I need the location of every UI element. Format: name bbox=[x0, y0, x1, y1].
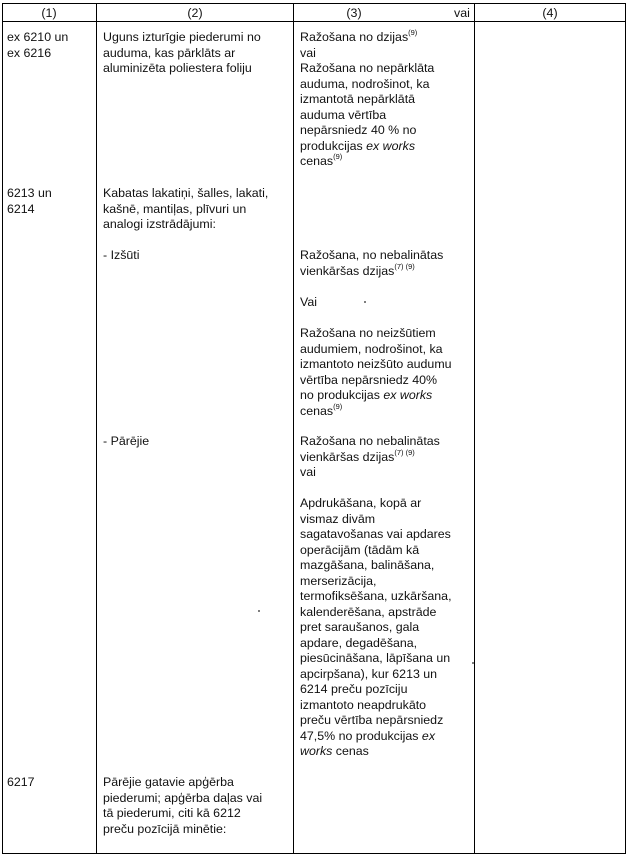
subitem-label: - Pārējie bbox=[103, 434, 150, 448]
description-line: Uguns izturīgie piederumi no bbox=[103, 30, 261, 44]
or-label: vai bbox=[300, 465, 316, 479]
rule-line: izmantoto neapdrukāto bbox=[300, 697, 427, 712]
description-cell bbox=[103, 30, 291, 77]
rule-cell bbox=[300, 326, 472, 419]
rule-line: nepārsniedz 40 % no bbox=[300, 123, 417, 137]
description-cell bbox=[103, 775, 291, 837]
rule-line: Ražošana no dzijas$^{(9)}$ bbox=[300, 28, 418, 44]
rule-line: auduma vērtība bbox=[300, 107, 387, 122]
rule-line: auduma, nodrošinot, ka bbox=[300, 76, 430, 91]
rule-line: Ražošana no nebalinātas bbox=[300, 434, 440, 448]
hs-code-cell bbox=[7, 186, 95, 217]
hs-code-cell bbox=[7, 30, 95, 61]
rule-line: vienkāršas dzijas$^{(7) (9)}$ bbox=[300, 447, 415, 464]
footnote-ref: (9) bbox=[333, 152, 343, 161]
col-border-left bbox=[2, 3, 3, 853]
description-line: piederumi; apģērba daļas vai bbox=[103, 790, 263, 805]
rule-line: works cenas bbox=[300, 744, 369, 758]
footnote-ref: (9) bbox=[333, 401, 343, 411]
rule-line: mazgāšana, balināšana, bbox=[300, 558, 435, 572]
footnote-ref: (7) (9) bbox=[394, 261, 415, 271]
rule-line: 47,5% no produkcijas ex bbox=[300, 728, 436, 743]
rule-line: izmantoto neizšūto audumu bbox=[300, 357, 452, 371]
rule-cell bbox=[300, 30, 472, 170]
rule-line: cenas$^{(9)}$ bbox=[300, 152, 343, 168]
col-border-2 bbox=[293, 3, 294, 853]
rule-line: pret saraušanos, gala bbox=[300, 620, 420, 634]
footnote-ref: (9) bbox=[408, 28, 418, 37]
rule-line: Apdrukāšana, kopā ar bbox=[300, 496, 422, 510]
col-border-3 bbox=[474, 3, 475, 853]
rule-line: operācijām (tādām kā bbox=[300, 542, 420, 557]
header-col-2: (2) bbox=[187, 6, 203, 20]
rule-line: Ražošana no nepārklāta bbox=[300, 61, 435, 75]
col-border-right bbox=[625, 3, 626, 853]
rule-line: Ražošana no neizšūtiem bbox=[300, 326, 436, 340]
description-line: Kabatas lakatiņi, šalles, lakati, bbox=[103, 186, 269, 200]
hs-code-line: 6214 bbox=[7, 201, 35, 216]
rule-line: vismaz divām bbox=[300, 511, 376, 526]
header-col-1: (1) bbox=[41, 6, 57, 20]
rule-line: cenas$^{(9)}$ bbox=[300, 401, 343, 418]
or-label: Vai bbox=[300, 295, 317, 309]
rule-line: 6214 preču pozīciju bbox=[300, 682, 408, 696]
description-line: analogi izstrādājumi: bbox=[103, 217, 216, 231]
description-line: auduma, kas pārklāts ar bbox=[103, 45, 236, 60]
description-line: tā piederumi, citi kā 6212 bbox=[103, 806, 241, 820]
rule-line: sagatavošanas vai apdares bbox=[300, 527, 451, 541]
footnote-ref: (7) (9) bbox=[394, 447, 415, 457]
description-cell bbox=[103, 186, 291, 233]
rule-line: kalenderēšana, apstrāde bbox=[300, 604, 437, 619]
rule-line: produkcijas ex works bbox=[300, 138, 416, 153]
col-border-1 bbox=[96, 3, 97, 853]
hs-code-line: 6213 un bbox=[7, 186, 52, 200]
description-line: Pārējie gatavie apģērba bbox=[103, 775, 234, 789]
hs-code-line: ex 6216 bbox=[7, 45, 52, 60]
rule-cell bbox=[300, 248, 472, 279]
header-col-3: (3) bbox=[346, 6, 362, 20]
rule-line: apdare, degadēšana, bbox=[300, 635, 418, 650]
rule-line: vērtība nepārsniedz 40% bbox=[300, 372, 438, 387]
rule-line: vienkāršas dzijas$^{(7) (9)}$ bbox=[300, 261, 415, 278]
scan-speck bbox=[258, 610, 260, 612]
description-line: aluminizēta poliestera foliju bbox=[103, 61, 252, 75]
rule-cell bbox=[300, 496, 472, 760]
hs-code-line: 6217 bbox=[7, 775, 35, 789]
rule-line: Ražošana, no nebalinātas bbox=[300, 248, 444, 262]
rule-line: merserizācija, bbox=[300, 573, 377, 588]
rule-line: audumiem, nodrošinot, ka bbox=[300, 341, 443, 356]
rule-line: termofiksēšana, uzkāršana, bbox=[300, 589, 452, 603]
rule-line: piesūcināšana, lāpīšana un bbox=[300, 651, 451, 665]
scan-speck bbox=[364, 301, 366, 303]
header-col-4: (4) bbox=[542, 6, 558, 20]
hs-code-cell bbox=[7, 775, 95, 791]
rule-line: preču vērtība nepārsniedz bbox=[300, 713, 444, 727]
scan-speck bbox=[472, 662, 474, 664]
header-vai: vai bbox=[454, 6, 470, 20]
rule-line: izmantotā nepārklātā bbox=[300, 92, 416, 106]
header-top-border bbox=[2, 3, 626, 4]
rule-cell bbox=[300, 434, 472, 481]
rule-line: apcirpšana), kur 6213 un bbox=[300, 666, 438, 681]
description-line: preču pozīcijā minētie: bbox=[103, 821, 227, 836]
hs-code-line: ex 6210 un bbox=[7, 30, 69, 44]
or-label: vai bbox=[300, 45, 316, 60]
rule-line: no produkcijas ex works bbox=[300, 388, 433, 402]
description-line: kašnē, mantiļas, plīvuri un bbox=[103, 201, 247, 216]
subitem-label: - Izšūti bbox=[103, 248, 140, 262]
table-bottom-border bbox=[2, 853, 626, 854]
